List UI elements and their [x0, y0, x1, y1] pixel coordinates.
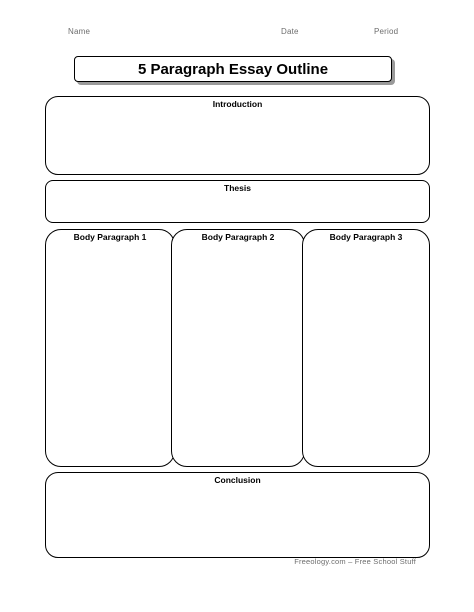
- name-label: Name: [68, 27, 91, 36]
- body-paragraph-3-box[interactable]: [302, 229, 430, 467]
- body-paragraph-2-label: Body Paragraph 2: [201, 232, 275, 242]
- thesis-label: Thesis: [224, 183, 251, 193]
- page-title: 5 Paragraph Essay Outline: [74, 56, 392, 82]
- body-paragraph-2-box[interactable]: [171, 229, 305, 467]
- date-label: Date: [281, 27, 299, 36]
- period-label: Period: [374, 27, 399, 36]
- conclusion-box[interactable]: [45, 472, 430, 558]
- body-paragraph-3-label: Body Paragraph 3: [329, 232, 403, 242]
- introduction-box[interactable]: [45, 96, 430, 175]
- conclusion-label: Conclusion: [214, 475, 261, 485]
- body-paragraph-1-box[interactable]: [45, 229, 175, 467]
- body-paragraph-1-label: Body Paragraph 1: [73, 232, 147, 242]
- introduction-label: Introduction: [212, 99, 263, 109]
- thesis-box[interactable]: [45, 180, 430, 223]
- footer-credit: Freeology.com – Free School Stuff: [294, 557, 416, 566]
